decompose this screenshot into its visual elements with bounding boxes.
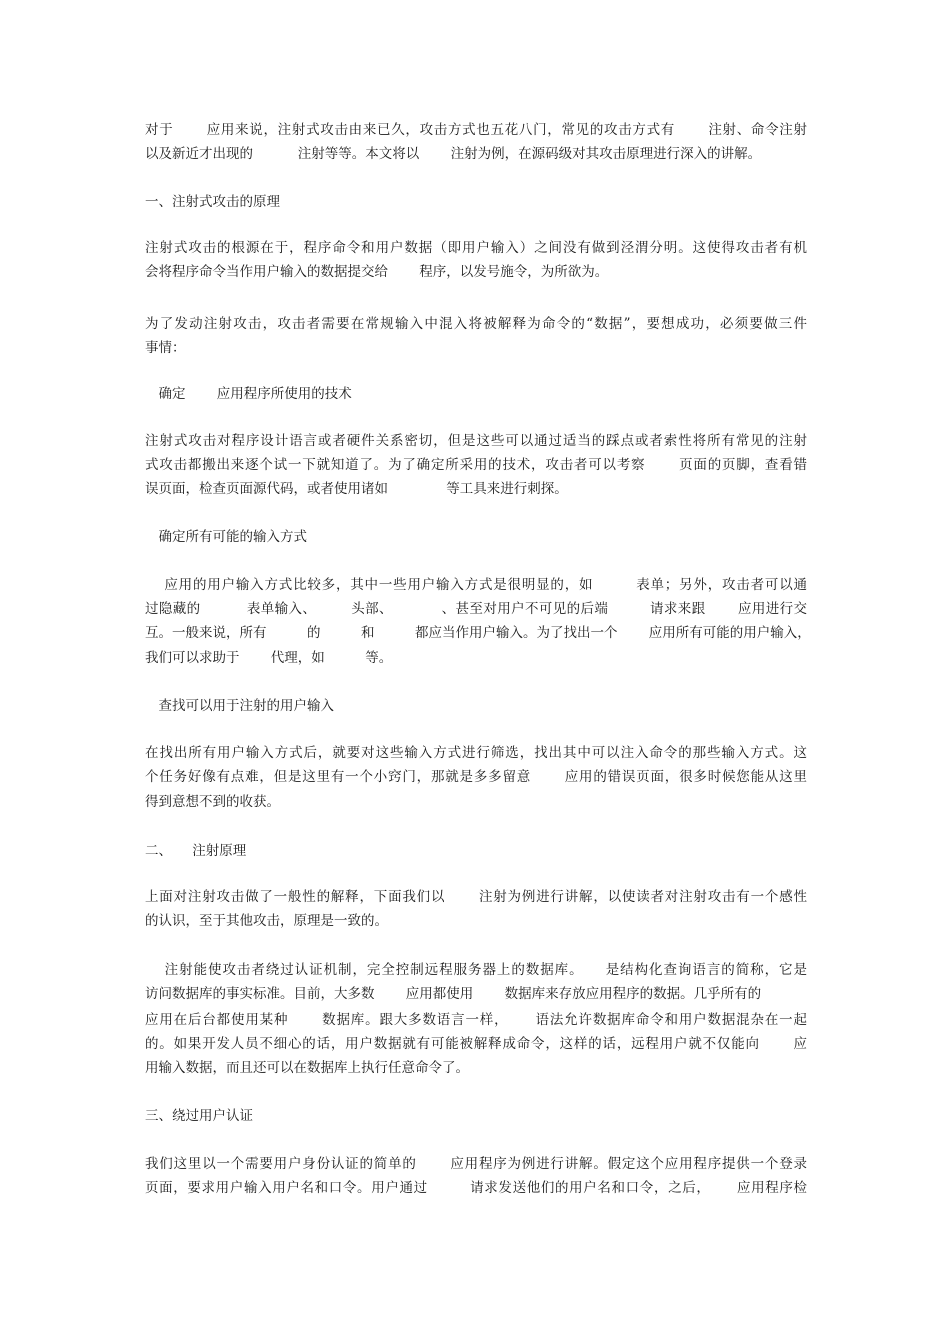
step-2-para-line-2: 过隐藏的 表单输入、 头部、 、甚至对用户不可见的后端 请求来跟 应用进行交	[145, 601, 807, 617]
section-heading-1: 一、注射式攻击的原理	[145, 194, 280, 210]
step-2-para-line-4: 我们可以求助于 代理，如 等。	[145, 650, 393, 666]
step-1-para-line-2: 式攻击都搬出来逐个试一下就知道了。为了确定所采用的技术，攻击者可以考察 页面的页脚，查看错	[145, 457, 807, 473]
step-2-para-line-1: 应用的用户输入方式比较多，其中一些用户输入方式是很明显的，如 表单；另外，攻击者可以通	[145, 577, 807, 593]
section-heading-3: 三、绕过用户认证	[145, 1108, 253, 1124]
para-sql-line-4: 的。如果开发人员不细心的话，用户数据就有可能被解释成命令，这样的话，远程用户就不仅能向 应	[145, 1036, 807, 1052]
step-2-para-line-3: 互。一般来说，所有 的 和 都应当作用户输入。为了找出一个 应用所有可能的用户输入，	[145, 625, 811, 641]
para-three-things-line-1: 为了发动注射攻击，攻击者需要在常规输入中混入将被解释为命令的“数据”，要想成功，必须要做三件	[145, 316, 807, 332]
step-1-para-line-3: 误页面，检查页面源代码，或者使用诸如 等工具来进行刺探。	[145, 481, 568, 497]
para-auth-line-1: 我们这里以一个需要用户身份认证的简单的 应用程序为例进行讲解。假定这个应用程序提供一个登录	[145, 1156, 807, 1172]
step-3-para-line-3: 得到意想不到的收获。	[145, 794, 280, 810]
para-root-cause-line-1: 注射式攻击的根源在于，程序命令和用户数据（即用户输入）之间没有做到泾渭分明。这使得攻击者有机	[145, 240, 807, 256]
step-3-para-line-2: 个任务好像有点难，但是这里有一个小窍门，那就是多多留意 应用的错误页面，很多时候您能从这里	[145, 769, 807, 785]
para-injection-line-2: 的认识，至于其他攻击，原理是一致的。	[145, 913, 388, 929]
para-three-things-line-2: 事情：	[145, 340, 186, 356]
section-heading-2: 二、 注射原理	[145, 843, 247, 859]
intro-line-2: 以及新近才出现的 注射等等。本文将以 注射为例，在源码级对其攻击原理进行深入的讲解。	[145, 146, 762, 162]
para-sql-line-2: 访问数据库的事实标准。目前，大多数 应用都使用 数据库来存放应用程序的数据。几乎所有的	[145, 986, 762, 1002]
para-sql-line-3: 应用在后台都使用某种 数据库。跟大多数语言一样， 语法允许数据库命令和用户数据混杂在一起	[145, 1012, 807, 1028]
intro-line-1: 对于 应用来说，注射式攻击由来已久，攻击方式也五花八门，常见的攻击方式有 注射、命令注射	[145, 122, 807, 138]
step-3-heading: 查找可以用于注射的用户输入	[145, 698, 334, 714]
step-3-para-line-1: 在找出所有用户输入方式后，就要对这些输入方式进行筛选，找出其中可以注入命令的那些输入方式。这	[145, 745, 807, 761]
para-sql-line-5: 用输入数据，而且还可以在数据库上执行任意命令了。	[145, 1060, 469, 1076]
para-injection-line-1: 上面对注射攻击做了一般性的解释，下面我们以 注射为例进行讲解，以使读者对注射攻击有一个感性	[145, 889, 807, 905]
para-auth-line-2: 页面，要求用户输入用户名和口令。用户通过 请求发送他们的用户名和口令，之后， 应用程序检	[145, 1180, 807, 1196]
step-1-para-line-1: 注射式攻击对程序设计语言或者硬件关系密切，但是这些可以通过适当的踩点或者索性将所有常见的注射	[145, 433, 807, 449]
step-2-heading: 确定所有可能的输入方式	[145, 529, 307, 545]
step-1-heading: 确定 应用程序所使用的技术	[145, 386, 352, 402]
para-root-cause-line-2: 会将程序命令当作用户输入的数据提交给 程序，以发号施令，为所欲为。	[145, 264, 609, 280]
para-sql-line-1: 注射能使攻击者绕过认证机制，完全控制远程服务器上的数据库。 是结构化查询语言的简称，它是	[145, 962, 807, 978]
